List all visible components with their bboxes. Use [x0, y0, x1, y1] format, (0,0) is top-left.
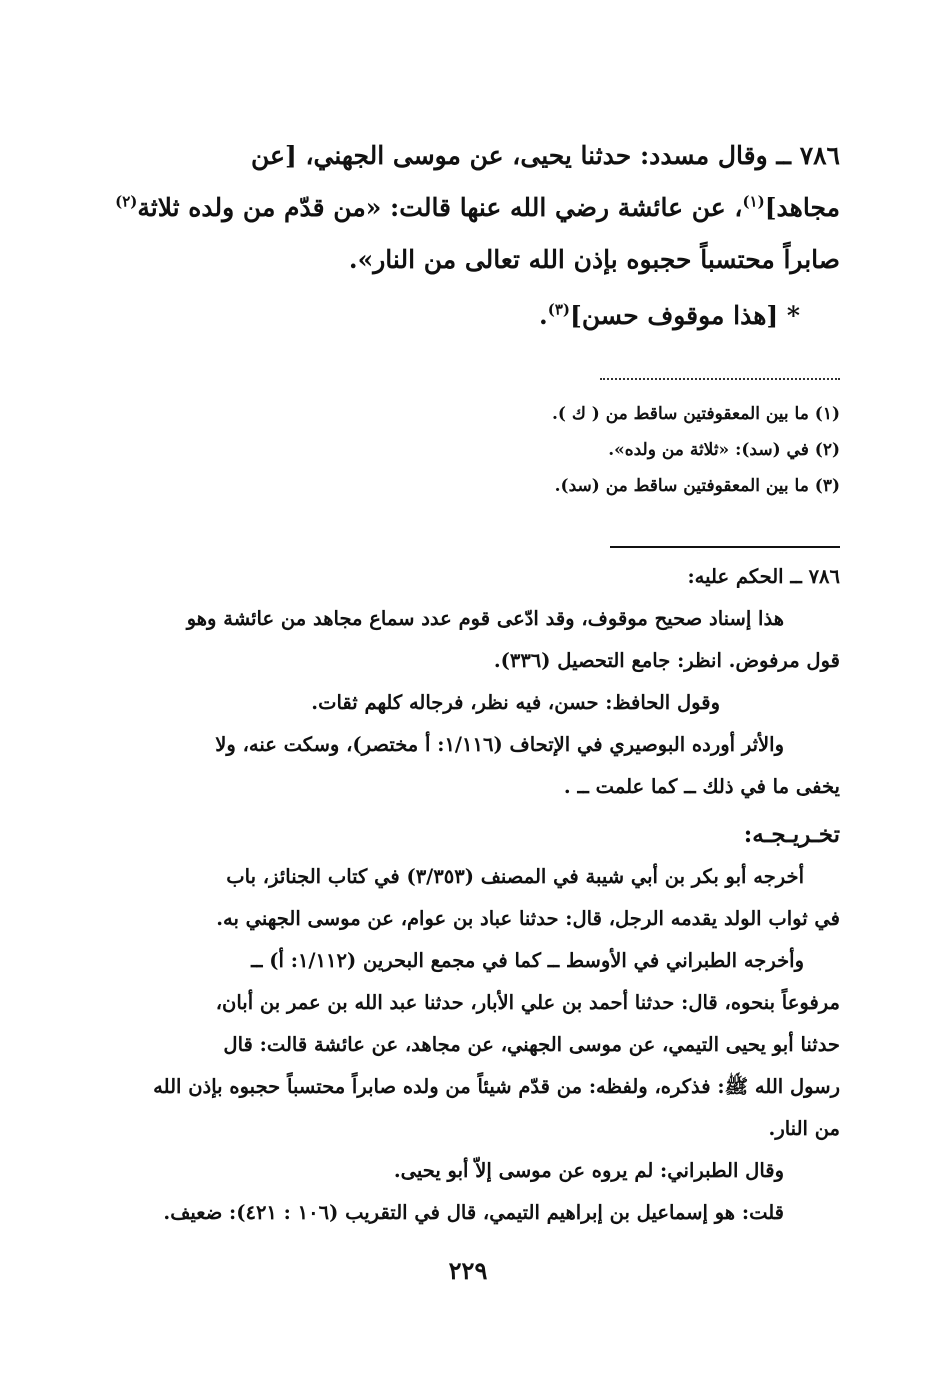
- takhrij-line: وقال الطبراني: لم يروه عن موسى إلاّ أبو يحيى.: [393, 1159, 784, 1182]
- verdict-text: * [هذا موقوف حسن]: [570, 301, 800, 330]
- takhrij-line: وأخرجه الطبراني في الأوسط ــ كما في مجمع البحرين (١/١١٢: أ) ــ: [251, 949, 804, 972]
- footnote-separator: [600, 378, 840, 380]
- commentary: [118, 556, 840, 1234]
- hadith-line: صابراً محتسباً حجبوه بإذن الله تعالى من النار».: [348, 245, 840, 274]
- takhrij-line: من النار.: [768, 1117, 840, 1140]
- hadith-line: [115, 182, 840, 234]
- takhrij-heading: تخـريـجـه:: [743, 821, 840, 848]
- takhrij-line: قلت: هو إسماعيل بن إبراهيم التيمي، قال في التقريب (١٠٦ : ٤٢١): ضعيف.: [163, 1201, 784, 1224]
- hadith-verdict: [118, 290, 840, 342]
- hadith-line: ٧٨٦ ــ وقال مسدد: حدثنا يحيى، عن موسى الجهني، [عن: [251, 141, 840, 170]
- footnote: (١) ما بين المعقوفتين ساقط من ( ك ).: [551, 404, 840, 424]
- commentary-line: هذا إسناد صحيح موقوف، وقد ادّعى قوم عدد سماع مجاهد من عائشة وهو: [186, 607, 784, 630]
- section-divider: [610, 546, 840, 548]
- takhrij-line: مرفوعاً بنحوه، قال: حدثنا أحمد بن علي الأبار، حدثنا عبد الله بن عمر بن أبان،: [215, 991, 840, 1014]
- takhrij-line: رسول الله ﷺ: فذكره، ولفظه: من قدّم شيئاً من ولده صابراً محتسباً حجبوه بإذن الله: [153, 1075, 840, 1098]
- commentary-line: يخفى ما في ذلك ــ كما علمت ــ .: [563, 775, 840, 798]
- takhrij-line: في ثواب الولد يقدمه الرجل، قال: حدثنا عباد بن عوام، عن موسى الجهني به.: [216, 907, 840, 930]
- footnote-ref-3: (٣): [547, 300, 571, 319]
- hadith-text: [115, 130, 840, 342]
- footnote-ref-1: (١): [742, 192, 765, 211]
- hadith-line-part: ، عن عائشة رضي الله عنها قالت: «من قدّم من ولده ثلاثة: [137, 193, 743, 222]
- takhrij-line: حدثنا أبو يحيى التيمي، عن موسى الجهني، عن مجاهد، عن عائشة قالت: قال: [223, 1033, 840, 1056]
- ruling-heading: ٧٨٦ ــ الحكم عليه:: [687, 565, 840, 588]
- takhrij-line: أخرجه أبو بكر بن أبي شيبة في المصنف (٣/٣٥٣) في كتاب الجنائز، باب: [226, 865, 804, 888]
- footnote-ref-2: (٢): [115, 192, 138, 211]
- footnotes: [118, 396, 840, 504]
- page-content: [115, 130, 840, 1234]
- footnote: (٢) في (سد): «ثلاثة من ولده».: [608, 440, 840, 460]
- commentary-line: وقول الحافظ: حسن، فيه نظر، فرجاله كلهم ثقات.: [311, 691, 720, 714]
- footnote: (٣) ما بين المعقوفتين ساقط من (سد).: [554, 476, 840, 496]
- page-number: ٢٢٩: [448, 1256, 488, 1285]
- hadith-line-part: مجاهد]: [764, 193, 840, 222]
- verdict-end: .: [539, 301, 548, 330]
- commentary-line: قول مرفوض. انظر: جامع التحصيل (٣٣٦).: [493, 649, 840, 672]
- commentary-line: والأثر أورده البوصيري في الإتحاف (١/١١٦: أ مختصر)، وسكت عنه، ولا: [215, 733, 784, 756]
